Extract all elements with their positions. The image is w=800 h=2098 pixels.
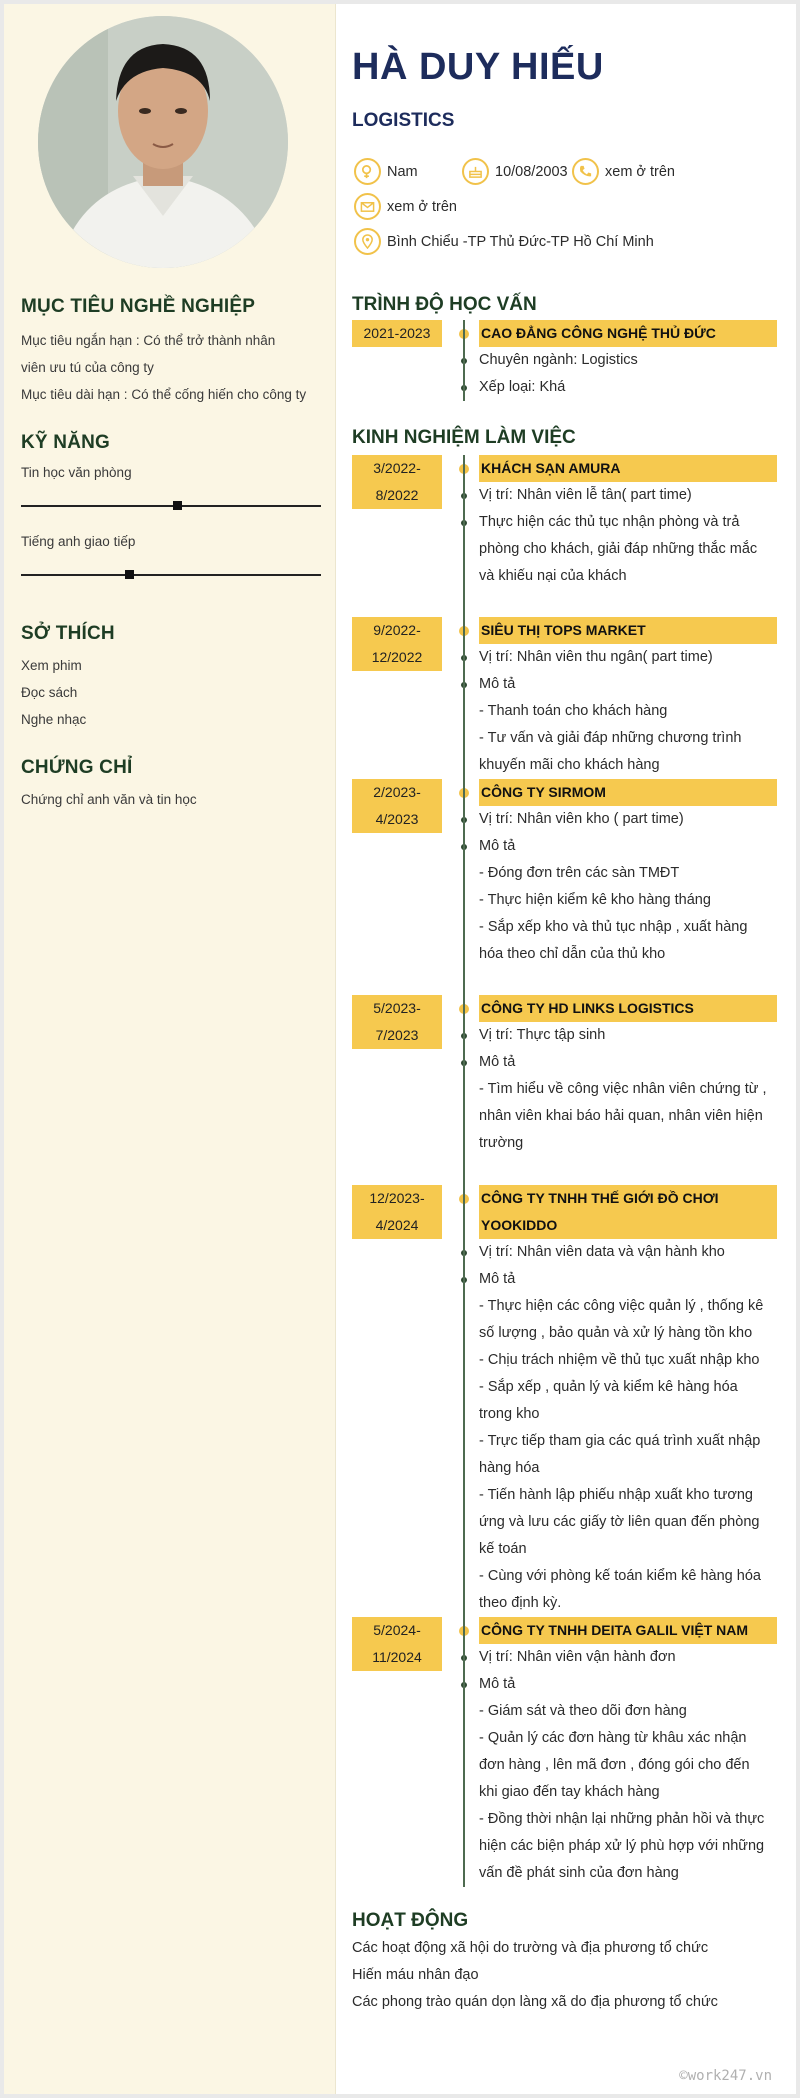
date-line: 5/2024-	[373, 1622, 421, 1638]
certificates-heading: CHỨNG CHỈ	[21, 757, 133, 778]
date-badge	[352, 995, 442, 1049]
objective-line: Mục tiêu dài hạn : Có thể cống hiến cho công ty	[21, 387, 307, 402]
school-name: CAO ĐẲNG CÔNG NGHỆ THỦ ĐỨC	[479, 320, 777, 347]
phone-value: xem ở trên	[605, 163, 675, 180]
company-name-line: YOOKIDDO	[481, 1217, 558, 1233]
experience-detail: Vị trí: Nhân viên thu ngân( part time)	[479, 649, 713, 665]
candidate-name: HÀ DUY HIẾU	[352, 46, 604, 88]
activity-item: Các phong trào quán dọn làng xã do địa phương tổ chức	[352, 1994, 718, 2010]
experience-detail: phòng cho khách, giải đáp những thắc mắc	[479, 541, 758, 557]
objective-heading: MỤC TIÊU NGHỀ NGHIỆP	[21, 296, 256, 317]
experience-detail: theo định kỳ.	[479, 1595, 562, 1611]
company-name	[479, 779, 777, 806]
experience-detail: khuyến mãi cho khách hàng	[479, 757, 660, 773]
experience-detail: - Thanh toán cho khách hàng	[479, 703, 668, 719]
company-name-line: KHÁCH SẠN AMURA	[481, 460, 621, 476]
experience-detail: Thực hiện các thủ tục nhận phòng và trả	[479, 514, 740, 530]
experience-detail: Vị trí: Nhân viên lễ tân( part time)	[479, 487, 692, 503]
date-line: 4/2024	[375, 1217, 419, 1233]
date-line: 2/2023-	[373, 784, 421, 800]
experience-detail: - Tìm hiểu về công việc nhân viên chứng từ ,	[479, 1081, 767, 1097]
experience-detail: Vị trí: Thực tập sinh	[479, 1027, 606, 1043]
date-badge	[352, 1185, 442, 1239]
address-value: Bình Chiểu -TP Thủ Đức-TP Hồ Chí Minh	[387, 233, 654, 250]
job-title: LOGISTICS	[352, 110, 455, 131]
date-badge: 2021-2023	[352, 320, 442, 347]
objective-line: Mục tiêu ngắn hạn : Có thể trở thành nhân	[21, 333, 276, 348]
activities-heading: HOẠT ĐỘNG	[352, 1910, 469, 1931]
education-detail: Xếp loại: Khá	[479, 379, 566, 395]
watermark: ©work247.vn	[679, 2068, 772, 2084]
certificate-item: Chứng chỉ anh văn và tin học	[21, 792, 197, 807]
email-value: xem ở trên	[387, 198, 457, 215]
company-name-line: CÔNG TY TNHH DEITA GALIL VIỆT NAM	[481, 1622, 749, 1638]
company-name-line: SIÊU THỊ TOPS MARKET	[481, 622, 646, 638]
company-name	[479, 1617, 777, 1644]
experience-detail: đơn hàng , lên mã đơn , đóng gói cho đến	[479, 1757, 750, 1773]
experience-detail: Mô tả	[479, 838, 516, 854]
experience-detail: vấn đề phát sinh của đơn hàng	[479, 1865, 679, 1881]
company-name	[479, 1185, 777, 1239]
experience-detail: kế toán	[479, 1541, 527, 1557]
sidebar	[4, 4, 336, 2094]
experience-detail: - Trực tiếp tham gia các quá trình xuất nhập	[479, 1433, 761, 1449]
experience-detail: trường	[479, 1135, 524, 1151]
objective-line: viên ưu tú của công ty	[21, 360, 154, 375]
skill-name: Tin học văn phòng	[21, 465, 132, 480]
skills-heading: KỸ NĂNG	[21, 432, 111, 453]
main-content	[336, 4, 796, 2094]
company-name	[479, 617, 777, 644]
date-line: 5/2023-	[373, 1000, 421, 1016]
experience-detail: - Quản lý các đơn hàng từ khâu xác nhận	[479, 1730, 747, 1746]
skill-level-knob	[125, 570, 134, 579]
gender-icon	[354, 158, 381, 185]
cv-page	[4, 4, 796, 2094]
timeline-line	[463, 320, 465, 401]
company-name	[479, 995, 777, 1022]
date-line: 7/2023	[375, 1027, 419, 1043]
date-line: 11/2024	[372, 1649, 422, 1665]
experience-detail: - Chịu trách nhiệm về thủ tục xuất nhập kho	[479, 1352, 760, 1368]
activity-item: Các hoạt động xã hội do trường và địa phương tổ chức	[352, 1940, 709, 1956]
hobby-item: Nghe nhạc	[21, 712, 87, 727]
date-line: 9/2022-	[373, 622, 421, 638]
email-icon	[354, 193, 381, 220]
experience-detail: - Giám sát và theo dõi đơn hàng	[479, 1703, 687, 1719]
experience-detail: hàng hóa	[479, 1460, 540, 1476]
date-line: 12/2022	[371, 649, 423, 665]
cake-icon	[462, 158, 489, 185]
experience-detail: Vị trí: Nhân viên data và vận hành kho	[479, 1244, 725, 1260]
experience-detail: - Tư vấn và giải đáp những chương trình	[479, 730, 742, 746]
date-badge	[352, 779, 442, 833]
email-info	[354, 193, 457, 220]
experience-detail: Mô tả	[479, 1054, 516, 1070]
skill-level-knob	[173, 501, 182, 510]
timeline-line	[463, 455, 465, 1887]
hobby-item: Đọc sách	[21, 685, 78, 700]
experience-detail: Mô tả	[479, 1676, 516, 1692]
date-line: 8/2022	[375, 487, 419, 503]
company-name-line: CÔNG TY HD LINKS LOGISTICS	[481, 1000, 694, 1016]
avatar	[38, 16, 288, 268]
date-line: 3/2022-	[373, 460, 421, 476]
experience-detail: - Tiến hành lập phiếu nhập xuất kho tương	[479, 1487, 753, 1503]
experience-detail: Vị trí: Nhân viên vận hành đơn	[479, 1649, 676, 1665]
phone-icon	[572, 158, 599, 185]
experience-detail: hóa theo chỉ dẫn của thủ kho	[479, 946, 666, 962]
hobbies-heading: SỞ THÍCH	[21, 623, 115, 644]
birthdate-value: 10/08/2003	[495, 163, 568, 180]
experience-detail: hiện các biện pháp xử lý phù hợp với những	[479, 1838, 765, 1854]
skill-level-bar	[21, 574, 321, 576]
experience-detail: nhân viên khai báo hải quan, nhân viên hiện	[479, 1108, 763, 1124]
experience-detail: - Sắp xếp kho và thủ tục nhập , xuất hàng	[479, 919, 748, 935]
gender-value: Nam	[387, 163, 418, 180]
experience-detail: Vị trí: Nhân viên kho ( part time)	[479, 811, 684, 827]
education-detail: Chuyên ngành: Logistics	[479, 352, 638, 368]
experience-detail: - Sắp xếp , quản lý và kiểm kê hàng hóa	[479, 1379, 738, 1395]
experience-detail: - Thực hiện các công việc quản lý , thống kê	[479, 1298, 764, 1314]
experience-detail: - Đóng đơn trên các sàn TMĐT	[479, 865, 680, 881]
education-heading: TRÌNH ĐỘ HỌC VẤN	[352, 294, 537, 315]
hobby-item: Xem phim	[21, 658, 82, 673]
experience-detail: Mô tả	[479, 1271, 516, 1287]
experience-detail: - Cùng với phòng kế toán kiểm kê hàng hóa	[479, 1568, 761, 1584]
date-badge	[352, 1617, 442, 1671]
experience-detail: - Đồng thời nhận lại những phản hồi và thực	[479, 1811, 765, 1827]
experience-detail: ứng và lưu các giấy tờ liên quan đến phòng	[479, 1514, 760, 1530]
experience-detail: số lượng , bảo quản và xử lý hàng tồn kho	[479, 1325, 753, 1341]
date-badge	[352, 455, 442, 509]
company-name	[479, 455, 777, 482]
experience-detail: - Thực hiện kiểm kê kho hàng tháng	[479, 892, 711, 908]
address-info	[354, 228, 654, 255]
date-badge	[352, 617, 442, 671]
company-name-line: CÔNG TY SIRMOM	[481, 784, 606, 800]
date-line: 12/2023-	[369, 1190, 425, 1206]
experience-detail: khi giao đến tay khách hàng	[479, 1784, 660, 1800]
experience-heading: KINH NGHIỆM LÀM VIỆC	[352, 427, 576, 448]
experience-detail: và khiếu nại của khách	[479, 568, 627, 584]
experience-detail: Mô tả	[479, 676, 516, 692]
phone-info	[572, 158, 675, 185]
company-name-line: CÔNG TY TNHH THẾ GIỚI ĐỒ CHƠI	[481, 1190, 719, 1206]
map-pin-icon	[354, 228, 381, 255]
date-line: 4/2023	[375, 811, 419, 827]
skill-level-bar	[21, 505, 321, 507]
activity-item: Hiến máu nhân đạo	[352, 1967, 479, 1983]
skill-name: Tiếng anh giao tiếp	[21, 534, 136, 549]
gender-info	[354, 158, 418, 185]
experience-detail: trong kho	[479, 1406, 540, 1422]
birthdate-info	[462, 158, 568, 185]
